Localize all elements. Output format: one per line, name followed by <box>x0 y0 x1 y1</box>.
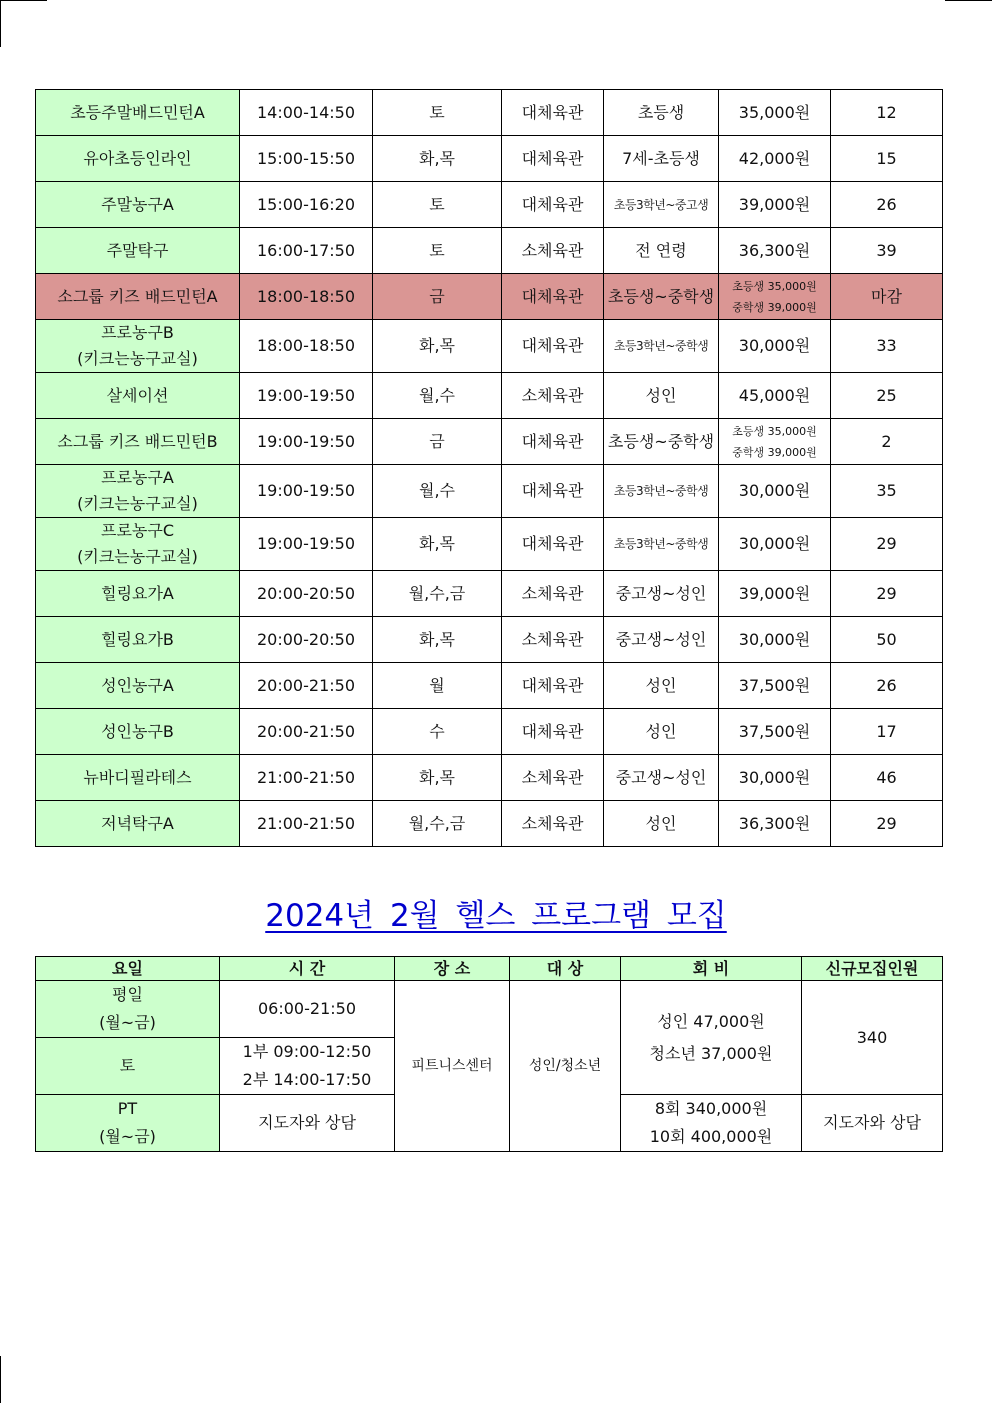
program-time: 21:00-21:50 <box>240 755 373 801</box>
program-fee: 30,000원 <box>719 617 831 663</box>
program-capacity: 33 <box>831 320 943 373</box>
header-time: 시 간 <box>220 957 395 981</box>
program-name: 뉴바디필라테스 <box>36 755 240 801</box>
program-days: 수 <box>373 709 502 755</box>
program-row <box>36 571 943 617</box>
program-row <box>36 182 943 228</box>
program-place: 대체육관 <box>502 709 604 755</box>
program-name: 소그룹 키즈 배드민턴A <box>36 274 240 320</box>
program-name: 주말농구A <box>36 182 240 228</box>
program-name: 초등주말배드민턴A <box>36 90 240 136</box>
crop-mark-bottom-left-v <box>0 1356 1 1403</box>
program-row <box>36 320 943 373</box>
program-target: 7세-초등생 <box>604 136 719 182</box>
program-capacity: 39 <box>831 228 943 274</box>
program-time: 19:00-19:50 <box>240 465 373 518</box>
program-row <box>36 755 943 801</box>
program-time: 20:00-21:50 <box>240 709 373 755</box>
health-row-weekday <box>36 981 943 1038</box>
program-row <box>36 228 943 274</box>
program-place: 대체육관 <box>502 663 604 709</box>
crop-mark-top-right-h <box>945 0 992 1</box>
program-place: 소체육관 <box>502 801 604 847</box>
program-days: 토 <box>373 90 502 136</box>
program-days: 월,수 <box>373 465 502 518</box>
program-name: 힐링요가A <box>36 571 240 617</box>
program-row <box>36 90 943 136</box>
header-day: 요일 <box>36 957 220 981</box>
day-weekday: 평일 (월~금) <box>36 981 220 1038</box>
program-place: 소체육관 <box>502 373 604 419</box>
program-fee: 36,300원 <box>719 228 831 274</box>
health-header-row <box>36 957 943 981</box>
program-days: 화,목 <box>373 320 502 373</box>
program-fee: 초등생 35,000원 중학생 39,000원 <box>719 274 831 320</box>
program-days: 토 <box>373 182 502 228</box>
program-days: 토 <box>373 228 502 274</box>
health-program-title: 2024년 2월 헬스 프로그램 모집 <box>265 898 727 934</box>
program-capacity: 35 <box>831 465 943 518</box>
program-time: 19:00-19:50 <box>240 419 373 465</box>
program-target: 성인 <box>604 663 719 709</box>
program-capacity: 25 <box>831 373 943 419</box>
program-fee: 39,000원 <box>719 182 831 228</box>
health-place: 피트니스센터 <box>395 981 510 1152</box>
program-fee: 37,500원 <box>719 663 831 709</box>
program-row <box>36 274 943 320</box>
day-pt: PT (월~금) <box>36 1095 220 1152</box>
program-place: 대체육관 <box>502 465 604 518</box>
program-capacity: 29 <box>831 518 943 571</box>
time-weekday: 06:00-21:50 <box>220 981 395 1038</box>
program-target: 중고생~성인 <box>604 617 719 663</box>
program-days: 월,수,금 <box>373 801 502 847</box>
program-row <box>36 465 943 518</box>
program-name: 프로농구B (키크는농구교실) <box>36 320 240 373</box>
program-target: 성인 <box>604 709 719 755</box>
program-fee: 30,000원 <box>719 465 831 518</box>
capacity-pt: 지도자와 상담 <box>802 1095 943 1152</box>
program-target: 전 연령 <box>604 228 719 274</box>
program-capacity: 46 <box>831 755 943 801</box>
health-target: 성인/청소년 <box>510 981 621 1152</box>
program-fee: 39,000원 <box>719 571 831 617</box>
program-row <box>36 709 943 755</box>
program-time: 15:00-16:20 <box>240 182 373 228</box>
program-name: 저녁탁구A <box>36 801 240 847</box>
program-capacity: 26 <box>831 182 943 228</box>
program-target: 초등생~중학생 <box>604 274 719 320</box>
program-place: 대체육관 <box>502 419 604 465</box>
program-place: 대체육관 <box>502 274 604 320</box>
program-fee: 36,300원 <box>719 801 831 847</box>
program-target: 초등3학년~중학생 <box>604 320 719 373</box>
program-name: 프로농구C (키크는농구교실) <box>36 518 240 571</box>
program-target: 초등3학년~중학생 <box>604 465 719 518</box>
program-place: 대체육관 <box>502 90 604 136</box>
program-row <box>36 617 943 663</box>
program-fee: 42,000원 <box>719 136 831 182</box>
program-row <box>36 663 943 709</box>
program-time: 20:00-20:50 <box>240 617 373 663</box>
program-capacity: 29 <box>831 801 943 847</box>
time-saturday: 1부 09:00-12:50 2부 14:00-17:50 <box>220 1038 395 1095</box>
crop-mark-top-left-v <box>0 0 1 47</box>
program-place: 대체육관 <box>502 136 604 182</box>
program-row <box>36 136 943 182</box>
program-fee: 30,000원 <box>719 320 831 373</box>
program-place: 소체육관 <box>502 755 604 801</box>
program-capacity: 15 <box>831 136 943 182</box>
program-name: 소그룹 키즈 배드민턴B <box>36 419 240 465</box>
program-fee: 45,000원 <box>719 373 831 419</box>
health-program-table <box>35 956 943 1152</box>
program-fee: 35,000원 <box>719 90 831 136</box>
program-time: 19:00-19:50 <box>240 518 373 571</box>
program-place: 소체육관 <box>502 617 604 663</box>
program-target: 중고생~성인 <box>604 755 719 801</box>
program-name: 힐링요가B <box>36 617 240 663</box>
program-days: 월,수 <box>373 373 502 419</box>
fee-pt: 8회 340,000원 10회 400,000원 <box>621 1095 802 1152</box>
program-capacity: 2 <box>831 419 943 465</box>
program-place: 대체육관 <box>502 320 604 373</box>
program-capacity: 12 <box>831 90 943 136</box>
program-days: 월,수,금 <box>373 571 502 617</box>
day-saturday: 토 <box>36 1038 220 1095</box>
program-fee: 37,500원 <box>719 709 831 755</box>
program-capacity: 17 <box>831 709 943 755</box>
program-row <box>36 801 943 847</box>
program-fee: 초등생 35,000원 중학생 39,000원 <box>719 419 831 465</box>
program-place: 소체육관 <box>502 571 604 617</box>
program-fee: 30,000원 <box>719 755 831 801</box>
program-name: 주말탁구 <box>36 228 240 274</box>
program-capacity: 29 <box>831 571 943 617</box>
program-time: 15:00-15:50 <box>240 136 373 182</box>
program-capacity: 26 <box>831 663 943 709</box>
program-target: 중고생~성인 <box>604 571 719 617</box>
program-row <box>36 419 943 465</box>
program-place: 소체육관 <box>502 228 604 274</box>
program-target: 성인 <box>604 373 719 419</box>
program-table <box>35 89 943 847</box>
program-row <box>36 373 943 419</box>
program-days: 화,목 <box>373 136 502 182</box>
program-days: 화,목 <box>373 617 502 663</box>
program-days: 월 <box>373 663 502 709</box>
header-fee: 회 비 <box>621 957 802 981</box>
header-target: 대 상 <box>510 957 621 981</box>
program-target: 초등생 <box>604 90 719 136</box>
health-capacity: 340 <box>802 981 943 1095</box>
program-target: 초등3학년~중학생 <box>604 518 719 571</box>
program-name: 성인농구A <box>36 663 240 709</box>
header-place: 장 소 <box>395 957 510 981</box>
program-place: 대체육관 <box>502 518 604 571</box>
program-target: 초등생~중학생 <box>604 419 719 465</box>
program-time: 20:00-20:50 <box>240 571 373 617</box>
program-days: 화,목 <box>373 755 502 801</box>
header-capacity: 신규모집인원 <box>802 957 943 981</box>
program-time: 18:00-18:50 <box>240 320 373 373</box>
health-fee: 성인 47,000원 청소년 37,000원 <box>621 981 802 1095</box>
program-fee: 30,000원 <box>719 518 831 571</box>
program-place: 대체육관 <box>502 182 604 228</box>
program-days: 화,목 <box>373 518 502 571</box>
time-pt: 지도자와 상담 <box>220 1095 395 1152</box>
program-time: 19:00-19:50 <box>240 373 373 419</box>
program-name: 프로농구A (키크는농구교실) <box>36 465 240 518</box>
program-days: 금 <box>373 419 502 465</box>
program-time: 18:00-18:50 <box>240 274 373 320</box>
program-target: 초등3학년~중고생 <box>604 182 719 228</box>
program-time: 14:00-14:50 <box>240 90 373 136</box>
program-target: 성인 <box>604 801 719 847</box>
program-capacity: 50 <box>831 617 943 663</box>
program-row <box>36 518 943 571</box>
crop-mark-top-left-h <box>0 0 47 1</box>
program-name: 살세이션 <box>36 373 240 419</box>
program-days: 금 <box>373 274 502 320</box>
program-time: 21:00-21:50 <box>240 801 373 847</box>
program-name: 유아초등인라인 <box>36 136 240 182</box>
program-name: 성인농구B <box>36 709 240 755</box>
program-time: 16:00-17:50 <box>240 228 373 274</box>
program-time: 20:00-21:50 <box>240 663 373 709</box>
program-capacity: 마감 <box>831 274 943 320</box>
